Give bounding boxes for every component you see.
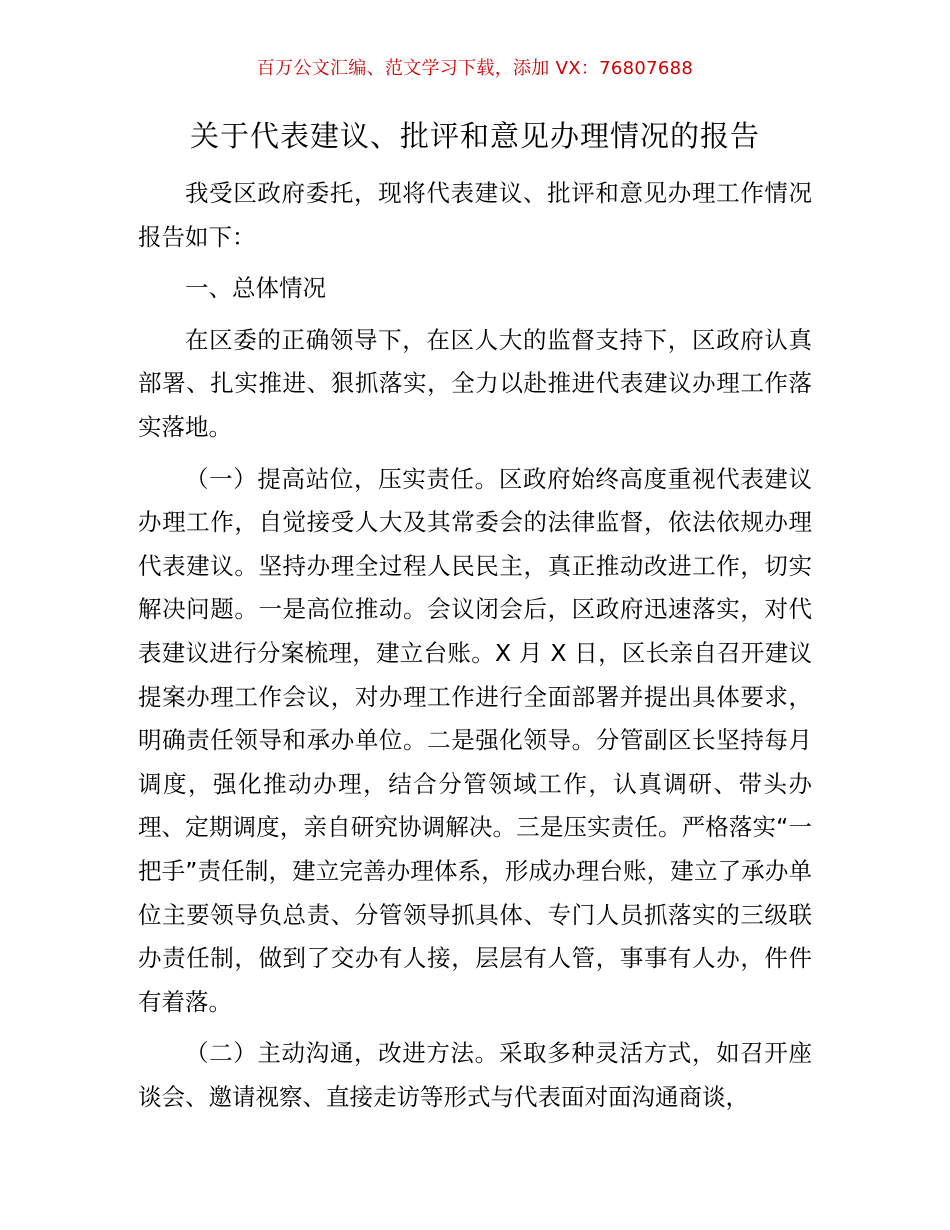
document-body	[138, 172, 812, 1119]
paragraph-section-1: （一）提高站位，压实责任。区政府始终高度重视代表建议办理工作，自觉接受人大及其常委会的法律监督，依法依规办理代表建议。坚持办理全过程人民民主，真正推动改进工作，切实解决问题。一是高位推动。会议闭会后，区政府迅速落实，对代表建议进行分案梳理，建立台账。X 月 X 日，区长亲自召开建议提案办理工作会议，对办理工作进行全面部署并提出具体要求，明确责任领导和承办单位。二是强化领导。分管副区长坚持每月调度，强化推动办理，结合分管领域工作，认真调研、带头办理、定期调度，亲自研究协调解决。三是压实责任。严格落实“一把手”责任制，建立完善办理体系，形成办理台账，建立了承办单位主要领导负总责、分管领导抓具体、专门人员抓落实的三级联办责任制，做到了交办有人接，层层有人管，事事有人办，件件有着落。	[138, 464, 812, 1016]
watermark-header: 百万公文汇编、范文学习下载，添加 VX：76807688	[256, 58, 694, 79]
paragraph-overview: 在区委的正确领导下，在区人大的监督支持下，区政府认真部署、扎实推进、狠抓落实，全力以赴推进代表建议办理工作落实落地。	[138, 325, 812, 441]
paragraph-intro: 我受区政府委托，现将代表建议、批评和意见办理工作情况报告如下：	[138, 179, 812, 251]
paragraph-section-2: （二）主动沟通，改进方法。采取多种灵活方式，如召开座谈会、邀请视察、直接走访等形式与代表面对面沟通商谈，	[138, 1039, 812, 1111]
document-title: 关于代表建议、批评和意见办理情况的报告	[189, 119, 760, 153]
section-heading-overview: 一、总体情况	[185, 274, 326, 303]
